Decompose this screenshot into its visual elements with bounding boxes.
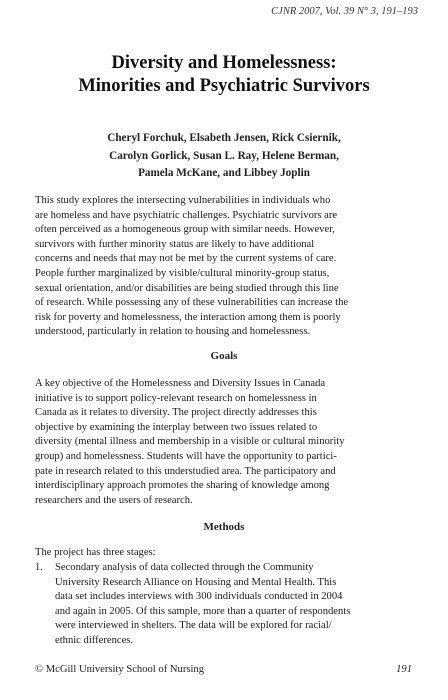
methods-heading: Methods xyxy=(203,521,245,533)
author-list xyxy=(0,130,448,183)
abstract-line: This study explores the intersecting vulnerabilities in individuals who xyxy=(35,195,331,206)
copyright-footer: © McGill University School of Nursing xyxy=(35,664,205,675)
abstract-line: sexual orientation, and/or disabilities are being studied through this line xyxy=(35,282,339,294)
abstract-line: People further marginalized by visible/cultural minority-group status, xyxy=(35,267,330,279)
running-head: CJNR 2007, Vol. 39 N° 3, 191–193 xyxy=(271,6,418,17)
goals-line: diversity (mental illness and membership in a visible or cultural minority xyxy=(35,436,345,448)
list-item-line: were interviewed in shelters. The data will be explored for racial/ xyxy=(55,620,332,632)
methods-intro xyxy=(35,546,417,561)
abstract-line: concerns and needs that may not be met by the current systems of care. xyxy=(35,253,337,265)
abstract-line: are homeless and have psychiatric challenges. Psychiatric survivors are xyxy=(35,209,338,221)
methods-intro-line: The project has three stages: xyxy=(35,547,156,558)
goals-line: pate in research related to this understudied area. The participatory and xyxy=(35,465,336,477)
title-line-1: Diversity and Homelessness: xyxy=(111,53,337,73)
list-item-line: ethnic differences. xyxy=(55,634,134,646)
list-item-number: 1. xyxy=(35,562,43,573)
goals-line: researchers and the users of research. xyxy=(35,494,193,506)
abstract-line: of research. While possessing any of these vulnerabilities can increase the xyxy=(35,297,349,309)
list-item-line: and again in 2005. Of this sample, more than a quarter of respondents xyxy=(55,605,351,617)
goals-heading: Goals xyxy=(210,350,238,362)
abstract-paragraph xyxy=(35,194,415,340)
goals-line: interdisciplinary approach promotes the sharing of knowledge among xyxy=(35,480,330,492)
abstract-line: often perceived as a homogeneous group with similar needs. However, xyxy=(35,224,335,236)
abstract-line: survivors with further minority status are likely to have additional xyxy=(35,238,315,250)
author-line-2: Carolyn Gorlick, Susan L. Ray, Helene Berman, xyxy=(109,149,339,162)
page-number: 191 xyxy=(396,664,412,675)
abstract-line: understood, particularly in relation to housing and homelessness. xyxy=(35,326,311,338)
list-item-line: data set includes interviews with 300 individuals conducted in 2004 xyxy=(55,591,343,603)
author-line-1: Cheryl Forchuk, Elsabeth Jensen, Rick Csiernik, xyxy=(107,132,341,144)
goals-line: Canada as it relates to diversity. The project directly addresses this xyxy=(35,407,317,419)
goals-line: A key objective of the Homelessness and Diversity Issues in Canada xyxy=(35,378,326,389)
goals-line: objective by examining the interplay between two issues related to xyxy=(35,421,318,433)
list-item-line: University Research Alliance on Housing and Mental Health. This xyxy=(55,576,337,588)
methods-list xyxy=(35,561,417,651)
list-item-text xyxy=(55,561,350,649)
article-title xyxy=(0,52,448,98)
goals-line: initiative is to support policy-relevant research on homelessness in xyxy=(35,392,317,404)
abstract-line: risk for poverty and homelessness, the interaction among them is poorly xyxy=(35,311,341,323)
list-item-line: Secondary analysis of data collected through the Community xyxy=(55,562,314,573)
title-line-2: Minorities and Psychiatric Survivors xyxy=(78,76,370,96)
author-line-3: Pamela McKane, and Libbey Joplin xyxy=(138,167,310,179)
goals-paragraph xyxy=(35,377,417,508)
goals-line: group) and homelessness. Students will have the opportunity to partici- xyxy=(35,450,337,462)
